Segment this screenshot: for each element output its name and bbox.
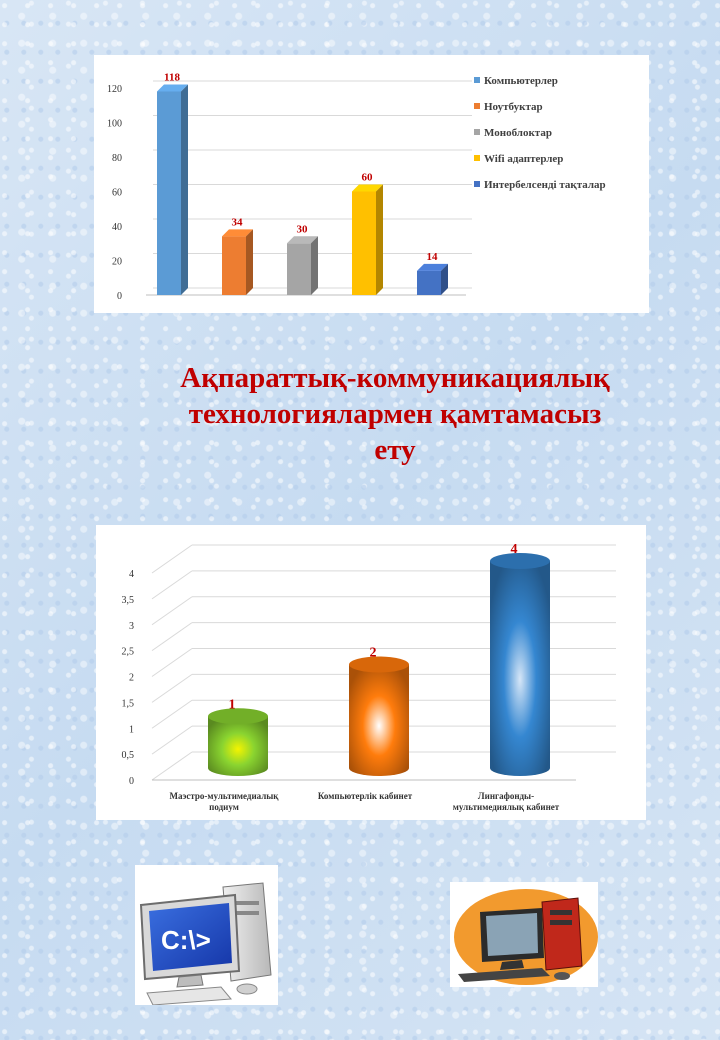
- cylinder-top: [349, 657, 409, 673]
- bar-side: [246, 229, 253, 295]
- data-label: 30: [296, 223, 308, 236]
- heading-line-1: Ақпараттық-коммуникациялық: [180, 362, 610, 394]
- legend-label: Wifi адаптерлер: [484, 153, 564, 165]
- y-tick-label: 4: [129, 569, 134, 580]
- data-label: 60: [361, 171, 373, 184]
- grid-diagonal: [152, 700, 192, 728]
- y-tick-label: 2,5: [121, 646, 134, 658]
- y-tick-label: 60: [112, 187, 122, 199]
- y-tick-label: 0: [117, 291, 122, 302]
- bar-side: [376, 185, 383, 296]
- y-tick-label: 0: [129, 776, 134, 787]
- computer-terminal-icon: [135, 865, 278, 1005]
- x-category-label: Лингафонды-: [477, 791, 535, 801]
- legend-label: Интербелсенді тақталар: [484, 179, 606, 191]
- y-tick-label: 1,5: [121, 698, 134, 710]
- legend-swatch: [474, 155, 480, 161]
- legend-swatch: [474, 129, 480, 135]
- heading-line-3: ету: [374, 434, 416, 466]
- rooms-cylinder-chart: [96, 525, 646, 820]
- legend-label: Ноутбуктар: [484, 101, 543, 113]
- grid-diagonal: [152, 649, 192, 677]
- bar-front: [222, 236, 246, 295]
- legend-label: Компьютерлер: [484, 75, 558, 87]
- legend-swatch: [474, 181, 480, 187]
- y-tick-label: 3: [129, 620, 134, 632]
- grid-diagonal: [152, 674, 192, 702]
- x-category-label: подиум: [209, 802, 239, 812]
- equipment-chart-svg: [94, 55, 649, 313]
- legend-label: Моноблоктар: [484, 127, 552, 139]
- cylinder-body: [490, 561, 550, 776]
- y-tick-label: 80: [112, 153, 122, 164]
- bar-side: [311, 236, 318, 295]
- x-category-label: Маэстро-мультимедиалық: [169, 791, 279, 801]
- y-tick-label: 100: [107, 118, 122, 130]
- x-category-label: мультимедиялық кабинет: [452, 802, 560, 812]
- grid-diagonal: [152, 545, 192, 573]
- data-label: 14: [426, 250, 438, 263]
- y-tick-label: 40: [112, 222, 122, 233]
- data-label: 2: [369, 645, 377, 661]
- bar-side: [181, 84, 188, 295]
- cylinder-top: [490, 553, 550, 569]
- heading-line-2: технологиялармен қамтамасыз: [188, 398, 602, 430]
- y-tick-label: 1: [129, 724, 134, 736]
- grid-diagonal: [152, 726, 192, 754]
- desktop-computer-icon: [450, 882, 598, 987]
- grid-diagonal: [152, 597, 192, 625]
- legend-swatch: [474, 77, 480, 83]
- cylinder-body: [349, 665, 409, 777]
- bar-front: [287, 243, 311, 295]
- bar-front: [352, 192, 376, 296]
- page-heading: [130, 360, 660, 468]
- terminal-prompt-text: C:\>: [161, 925, 211, 955]
- y-tick-label: 2: [129, 672, 134, 684]
- y-tick-label: 0,5: [121, 750, 134, 762]
- data-label: 34: [231, 216, 243, 229]
- data-label: 4: [510, 542, 518, 557]
- data-label: 118: [164, 71, 180, 84]
- y-tick-label: 3,5: [121, 594, 134, 606]
- y-tick-label: 120: [107, 84, 122, 95]
- rooms-chart-svg: [96, 525, 646, 820]
- x-category-label: Компьютерлік кабинет: [317, 791, 413, 801]
- grid-diagonal: [152, 623, 192, 651]
- grid-diagonal: [152, 571, 192, 599]
- legend-swatch: [474, 103, 480, 109]
- cylinder-body: [208, 716, 268, 776]
- grid-diagonal: [152, 752, 192, 780]
- bar-front: [417, 271, 441, 295]
- y-tick-label: 20: [112, 256, 122, 268]
- data-label: 1: [228, 697, 236, 713]
- bar-front: [157, 91, 181, 295]
- equipment-bar-chart: [94, 55, 649, 313]
- cylinder-top: [208, 708, 268, 724]
